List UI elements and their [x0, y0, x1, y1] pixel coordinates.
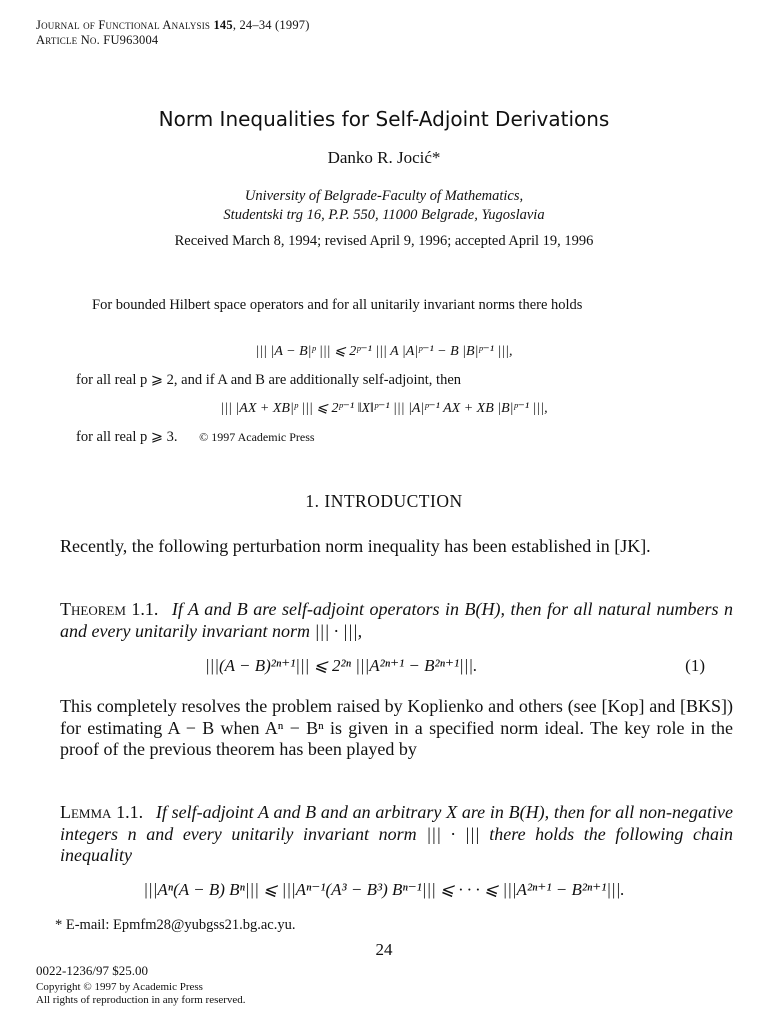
issn-price: 0022-1236/97 $25.00: [36, 963, 148, 978]
section-heading: 1. INTRODUCTION: [305, 491, 463, 511]
abstract-para-3: [76, 428, 696, 447]
theorem-text: If A and B are self-adjoint operators in B(H), then for all natural numbers n and every unitarily invariant norm ||| · |||,: [60, 599, 733, 641]
copyright-line: Copyright © 1997 by Academic Press: [36, 981, 203, 993]
journal-citation: [36, 18, 310, 33]
lemma-1-1: [60, 802, 733, 867]
affiliation-line-1: University of Belgrade-Faculty of Mathematics,: [244, 188, 524, 204]
equation-1: [205, 656, 705, 676]
article-id: FU963004: [103, 33, 159, 47]
abstract-para-1: For bounded Hilbert space operators and for all unitarily invariant norms there holds: [92, 297, 583, 313]
author-name: Danko R. Jocić*: [327, 148, 441, 167]
abstract-equation-1: ||| |A − B|ᵖ ||| ⩽ 2ᵖ⁻¹ ||| A |A|ᵖ⁻¹ − B |B|ᵖ⁻¹ |||,: [255, 344, 513, 359]
equation-1-number: (1): [685, 656, 705, 675]
journal-name: Journal of Functional Analysis: [36, 18, 211, 32]
journal-header: [36, 18, 310, 48]
abstract-para-3-text: for all real p ⩾ 3.: [76, 429, 178, 445]
equation-1-body: |||(A − B)²ⁿ⁺¹||| ⩽ 2²ⁿ |||A²ⁿ⁺¹ − B²ⁿ⁺¹|||.: [205, 656, 478, 675]
abstract-equation-2: ||| |AX + XB|ᵖ ||| ⩽ 2ᵖ⁻¹ ‖X‖ᵖ⁻¹ ||| |A|ᵖ⁻¹ AX + XB |B|ᵖ⁻¹ |||,: [220, 401, 548, 416]
rights-line: All rights of reproduction in any form reserved.: [36, 993, 246, 1006]
abstract-para-2: for all real p ⩾ 2, and if A and B are additionally self-adjoint, then: [76, 372, 462, 388]
theorem-1-1: [60, 599, 733, 642]
chain-inequality: |||Aⁿ(A − B) Bⁿ||| ⩽ |||Aⁿ⁻¹(A³ − B³) Bⁿ⁻¹||| ⩽ · · · ⩽ |||A²ⁿ⁺¹ − B²ⁿ⁺¹|||.: [143, 880, 625, 899]
article-label: Article No.: [36, 33, 100, 47]
journal-pages-year: , 24–34 (1997): [232, 18, 310, 32]
lemma-label: Lemma 1.1.: [60, 802, 144, 822]
lemma-text: If self-adjoint A and B and an arbitrary X are in B(H), then for all non-negative integers n and every unitarily invariant norm ||| · ||| there holds the following chain inequality: [60, 802, 733, 865]
footnote-email: * E-mail: Epmfm28@yubgss21.bg.ac.yu.: [55, 917, 296, 933]
abstract-copyright: © 1997 Academic Press: [199, 430, 315, 444]
intro-paragraph-1: Recently, the following perturbation norm inequality has been established in [JK].: [60, 536, 651, 556]
received-dates: Received March 8, 1994; revised April 9, 1996; accepted April 19, 1996: [174, 233, 594, 249]
affiliation-line-2: Studentski trg 16, P.P. 550, 11000 Belgrade, Yugoslavia: [223, 207, 545, 223]
affiliation: [0, 187, 768, 225]
page-number: 24: [375, 940, 393, 959]
article-number: [36, 33, 310, 48]
intro-paragraph-2: This completely resolves the problem raised by Koplienko and others (see [Kop] and [BKS]) for estimating A − B when Aⁿ − Bⁿ is given in a specified norm ideal. The key role in the proof of the previous theorem has been played by: [60, 696, 733, 759]
theorem-label: Theorem 1.1.: [60, 599, 159, 619]
paper-title: Norm Inequalities for Self-Adjoint Derivations: [158, 107, 610, 131]
footer-copyright: [36, 981, 246, 1006]
journal-volume: 145: [213, 18, 233, 32]
